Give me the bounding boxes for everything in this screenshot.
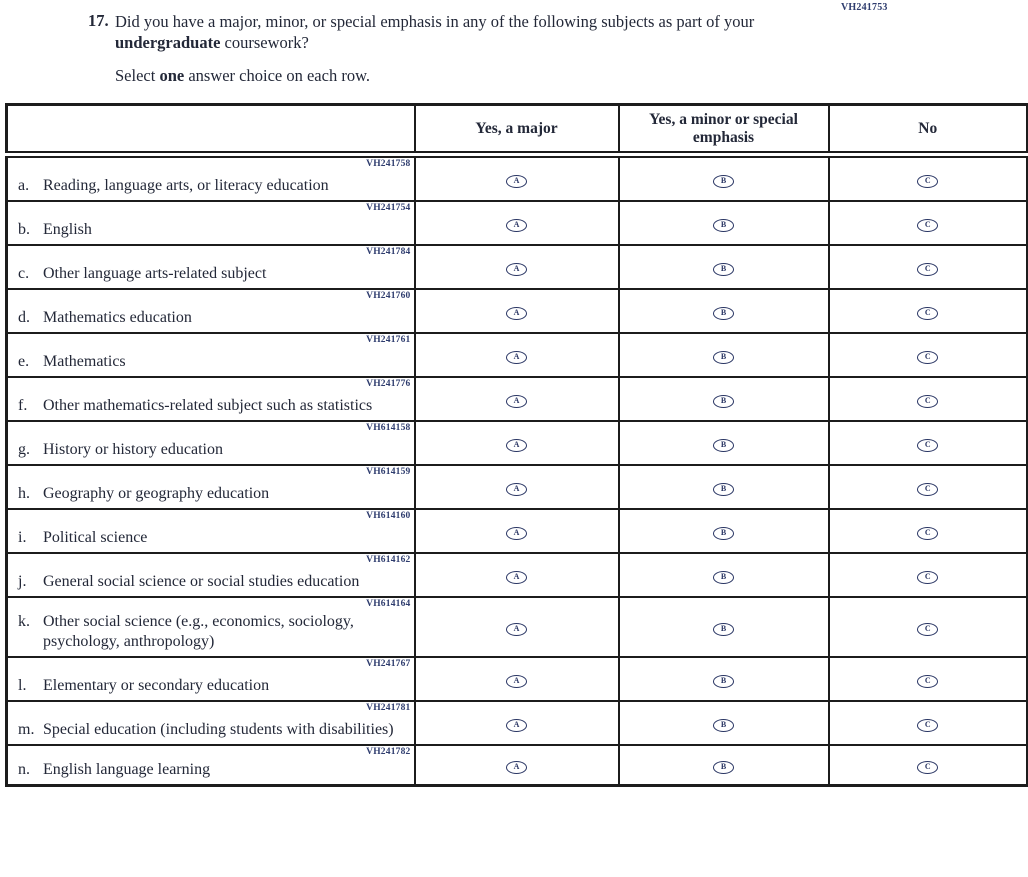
choice-cell-no [829, 657, 1028, 701]
row-letter: j. [18, 573, 27, 590]
radio-option-b[interactable] [713, 571, 734, 584]
radio-option-a[interactable] [506, 675, 527, 688]
column-header-no: No [829, 105, 1028, 155]
row-text: General social science or social studies education [43, 573, 360, 590]
bubble-letter-a: A [513, 176, 520, 185]
radio-option-b[interactable] [713, 263, 734, 276]
bubble-letter-c: C [924, 352, 931, 361]
bubble-letter-a: A [513, 624, 520, 633]
choice-cell-no [829, 553, 1028, 597]
radio-option-a[interactable] [506, 395, 527, 408]
bubble-letter-a: A [513, 308, 520, 317]
radio-option-c[interactable] [917, 623, 938, 636]
bubble-letter-c: C [924, 264, 931, 273]
radio-option-c[interactable] [917, 219, 938, 232]
choice-cell-major [415, 333, 619, 377]
table-row [7, 465, 1028, 509]
row-variable-code: VH614162 [366, 555, 411, 565]
radio-option-a[interactable] [506, 263, 527, 276]
bubble-letter-c: C [924, 308, 931, 317]
radio-option-c[interactable] [917, 761, 938, 774]
choice-cell-no [829, 201, 1028, 245]
choice-cell-minor [619, 155, 829, 202]
subject-label-cell [7, 509, 415, 553]
bubble-letter-c: C [924, 528, 931, 537]
table-row [7, 201, 1028, 245]
choice-cell-minor [619, 377, 829, 421]
choice-cell-major [415, 421, 619, 465]
choice-cell-minor [619, 701, 829, 745]
subject-label [18, 174, 411, 196]
question-instruction: Select one answer choice on each row. [115, 66, 371, 85]
radio-option-a[interactable] [506, 571, 527, 584]
bubble-letter-b: B [720, 762, 727, 771]
bubble-letter-c: C [924, 624, 931, 633]
choice-cell-no [829, 377, 1028, 421]
choice-cell-major [415, 289, 619, 333]
row-text: Geography or geography education [43, 485, 270, 502]
subject-label [18, 394, 411, 416]
choice-cell-no [829, 333, 1028, 377]
table-row [7, 597, 1028, 657]
subject-label [18, 306, 411, 328]
choice-cell-major [415, 597, 619, 657]
bubble-letter-b: B [720, 264, 727, 273]
subject-label-cell [7, 745, 415, 786]
radio-option-a[interactable] [506, 351, 527, 364]
radio-option-c[interactable] [917, 395, 938, 408]
radio-option-c[interactable] [917, 439, 938, 452]
row-variable-code: VH241760 [366, 291, 411, 301]
choice-cell-major [415, 701, 619, 745]
bubble-letter-c: C [924, 762, 931, 771]
table-row [7, 421, 1028, 465]
bubble-letter-c: C [924, 220, 931, 229]
radio-option-a[interactable] [506, 307, 527, 320]
bubble-letter-b: B [720, 624, 727, 633]
table-row [7, 377, 1028, 421]
row-text: English language learning [43, 761, 211, 778]
radio-option-b[interactable] [713, 307, 734, 320]
row-letter: h. [18, 485, 30, 502]
table-row [7, 289, 1028, 333]
choice-cell-major [415, 509, 619, 553]
radio-option-c[interactable] [917, 351, 938, 364]
column-header-yes-minor: Yes, a minor or special emphasis [619, 105, 829, 155]
subject-label-cell [7, 289, 415, 333]
subject-label [18, 674, 411, 696]
choice-cell-minor [619, 553, 829, 597]
bubble-letter-c: C [924, 484, 931, 493]
row-text: Mathematics [43, 353, 126, 370]
subject-label-cell [7, 597, 415, 657]
bubble-letter-b: B [720, 572, 727, 581]
row-letter: f. [18, 397, 28, 414]
row-letter: a. [18, 177, 30, 194]
radio-option-b[interactable] [713, 623, 734, 636]
row-variable-code: VH241758 [366, 159, 411, 169]
row-variable-code: VH241754 [366, 203, 411, 213]
row-text: Other mathematics-related subject such as statistics [43, 397, 373, 414]
subject-label [18, 438, 411, 460]
radio-option-a[interactable] [506, 439, 527, 452]
choice-cell-no [829, 465, 1028, 509]
radio-option-b[interactable] [713, 483, 734, 496]
subject-label-cell [7, 155, 415, 202]
bubble-letter-c: C [924, 440, 931, 449]
table-row [7, 745, 1028, 786]
row-text: Reading, language arts, or literacy education [43, 177, 329, 194]
column-header-yes-major: Yes, a major [415, 105, 619, 155]
radio-option-a[interactable] [506, 719, 527, 732]
radio-option-b[interactable] [713, 219, 734, 232]
choice-cell-major [415, 465, 619, 509]
row-text: Special education (including students with disabilities) [43, 721, 394, 738]
radio-option-b[interactable] [713, 527, 734, 540]
row-letter: d. [18, 309, 30, 326]
question-text: Did you have a major, minor, or special emphasis in any of the following subjects as part of your undergraduate coursework? [115, 12, 755, 52]
radio-option-a[interactable] [506, 219, 527, 232]
choice-cell-minor [619, 289, 829, 333]
row-letter: g. [18, 441, 30, 458]
bubble-letter-a: A [513, 572, 520, 581]
choice-cell-major [415, 377, 619, 421]
bubble-letter-c: C [924, 720, 931, 729]
bubble-letter-a: A [513, 676, 520, 685]
radio-option-c[interactable] [917, 719, 938, 732]
subject-label [18, 218, 411, 240]
bubble-letter-a: A [513, 264, 520, 273]
row-variable-code: VH241767 [366, 659, 411, 669]
question-table [5, 103, 1028, 787]
choice-cell-no [829, 155, 1028, 202]
row-variable-code: VH241781 [366, 703, 411, 713]
row-letter: k. [18, 613, 30, 630]
table-row [7, 155, 1028, 202]
header-cell-empty [7, 105, 415, 155]
bubble-letter-b: B [720, 220, 727, 229]
subject-label-cell [7, 201, 415, 245]
row-letter: c. [18, 265, 30, 282]
subject-label-cell [7, 421, 415, 465]
bubble-letter-b: B [720, 484, 727, 493]
table-row [7, 553, 1028, 597]
subject-label [18, 718, 411, 740]
table-row [7, 657, 1028, 701]
choice-cell-minor [619, 201, 829, 245]
bubble-letter-b: B [720, 528, 727, 537]
row-letter: i. [18, 529, 27, 546]
row-variable-code: VH614159 [366, 467, 411, 477]
choice-cell-minor [619, 333, 829, 377]
subject-label-cell [7, 377, 415, 421]
choice-cell-minor [619, 245, 829, 289]
row-variable-code: VH241784 [366, 247, 411, 257]
table-row [7, 509, 1028, 553]
row-text: Other language arts-related subject [43, 265, 267, 282]
choice-cell-major [415, 553, 619, 597]
question-number: 17. [88, 11, 109, 30]
bubble-letter-c: C [924, 396, 931, 405]
radio-option-b[interactable] [713, 439, 734, 452]
choice-cell-minor [619, 597, 829, 657]
subject-label [18, 570, 411, 592]
choice-cell-major [415, 745, 619, 786]
row-text: Other social science (e.g., economics, sociology, psychology, anthropology) [43, 613, 354, 650]
bubble-letter-b: B [720, 176, 727, 185]
table-row [7, 245, 1028, 289]
subject-label-cell [7, 701, 415, 745]
subject-label-cell [7, 465, 415, 509]
row-variable-code: VH614160 [366, 511, 411, 521]
bubble-letter-a: A [513, 352, 520, 361]
bubble-letter-a: A [513, 528, 520, 537]
bubble-letter-a: A [513, 220, 520, 229]
radio-option-b[interactable] [713, 395, 734, 408]
bubble-letter-c: C [924, 676, 931, 685]
row-letter: m. [18, 721, 35, 738]
bubble-letter-b: B [720, 676, 727, 685]
row-letter: e. [18, 353, 30, 370]
radio-option-a[interactable] [506, 527, 527, 540]
row-text: Mathematics education [43, 309, 192, 326]
row-letter: b. [18, 221, 30, 238]
choice-cell-no [829, 289, 1028, 333]
radio-option-a[interactable] [506, 761, 527, 774]
subject-label-cell [7, 657, 415, 701]
radio-option-b[interactable] [713, 351, 734, 364]
choice-cell-no [829, 701, 1028, 745]
radio-option-b[interactable] [713, 761, 734, 774]
choice-cell-major [415, 245, 619, 289]
subject-label-cell [7, 245, 415, 289]
radio-option-c[interactable] [917, 527, 938, 540]
choice-cell-minor [619, 465, 829, 509]
row-text: Political science [43, 529, 148, 546]
subject-label [18, 610, 411, 652]
row-letter: l. [18, 677, 27, 694]
row-text: History or history education [43, 441, 223, 458]
row-text: English [43, 221, 92, 238]
table-row [7, 333, 1028, 377]
choice-cell-minor [619, 509, 829, 553]
choice-cell-no [829, 421, 1028, 465]
radio-option-c[interactable] [917, 571, 938, 584]
row-variable-code: VH614158 [366, 423, 411, 433]
choice-cell-no [829, 745, 1028, 786]
bubble-letter-a: A [513, 484, 520, 493]
choice-cell-minor [619, 745, 829, 786]
row-variable-code: VH241776 [366, 379, 411, 389]
subject-label [18, 758, 411, 780]
header-row [7, 105, 1028, 155]
row-variable-code: VH241761 [366, 335, 411, 345]
choice-cell-minor [619, 657, 829, 701]
choice-cell-no [829, 245, 1028, 289]
subject-label [18, 350, 411, 372]
radio-option-c[interactable] [917, 675, 938, 688]
choice-cell-major [415, 657, 619, 701]
choice-cell-no [829, 509, 1028, 553]
bubble-letter-b: B [720, 308, 727, 317]
choice-cell-no [829, 597, 1028, 657]
row-variable-code: VH614164 [366, 599, 411, 609]
bubble-letter-b: B [720, 352, 727, 361]
radio-option-c[interactable] [917, 483, 938, 496]
radio-option-b[interactable] [713, 175, 734, 188]
choice-cell-minor [619, 421, 829, 465]
radio-option-a[interactable] [506, 483, 527, 496]
bubble-letter-c: C [924, 176, 931, 185]
bubble-letter-a: A [513, 762, 520, 771]
row-letter: n. [18, 761, 30, 778]
radio-option-c[interactable] [917, 307, 938, 320]
bubble-letter-b: B [720, 440, 727, 449]
subject-label-cell [7, 553, 415, 597]
choice-cell-major [415, 201, 619, 245]
radio-option-a[interactable] [506, 175, 527, 188]
radio-option-b[interactable] [713, 719, 734, 732]
bubble-letter-b: B [720, 396, 727, 405]
radio-option-c[interactable] [917, 175, 938, 188]
bubble-letter-c: C [924, 572, 931, 581]
bubble-letter-a: A [513, 440, 520, 449]
radio-option-c[interactable] [917, 263, 938, 276]
page-variable-code: VH241753 [841, 2, 888, 13]
radio-option-a[interactable] [506, 623, 527, 636]
bubble-letter-a: A [513, 396, 520, 405]
bubble-letter-a: A [513, 720, 520, 729]
subject-label [18, 262, 411, 284]
subject-label [18, 526, 411, 548]
subject-label [18, 482, 411, 504]
table-row [7, 701, 1028, 745]
row-text: Elementary or secondary education [43, 677, 270, 694]
choice-cell-major [415, 155, 619, 202]
bubble-letter-b: B [720, 720, 727, 729]
radio-option-b[interactable] [713, 675, 734, 688]
row-variable-code: VH241782 [366, 747, 411, 757]
subject-label-cell [7, 333, 415, 377]
